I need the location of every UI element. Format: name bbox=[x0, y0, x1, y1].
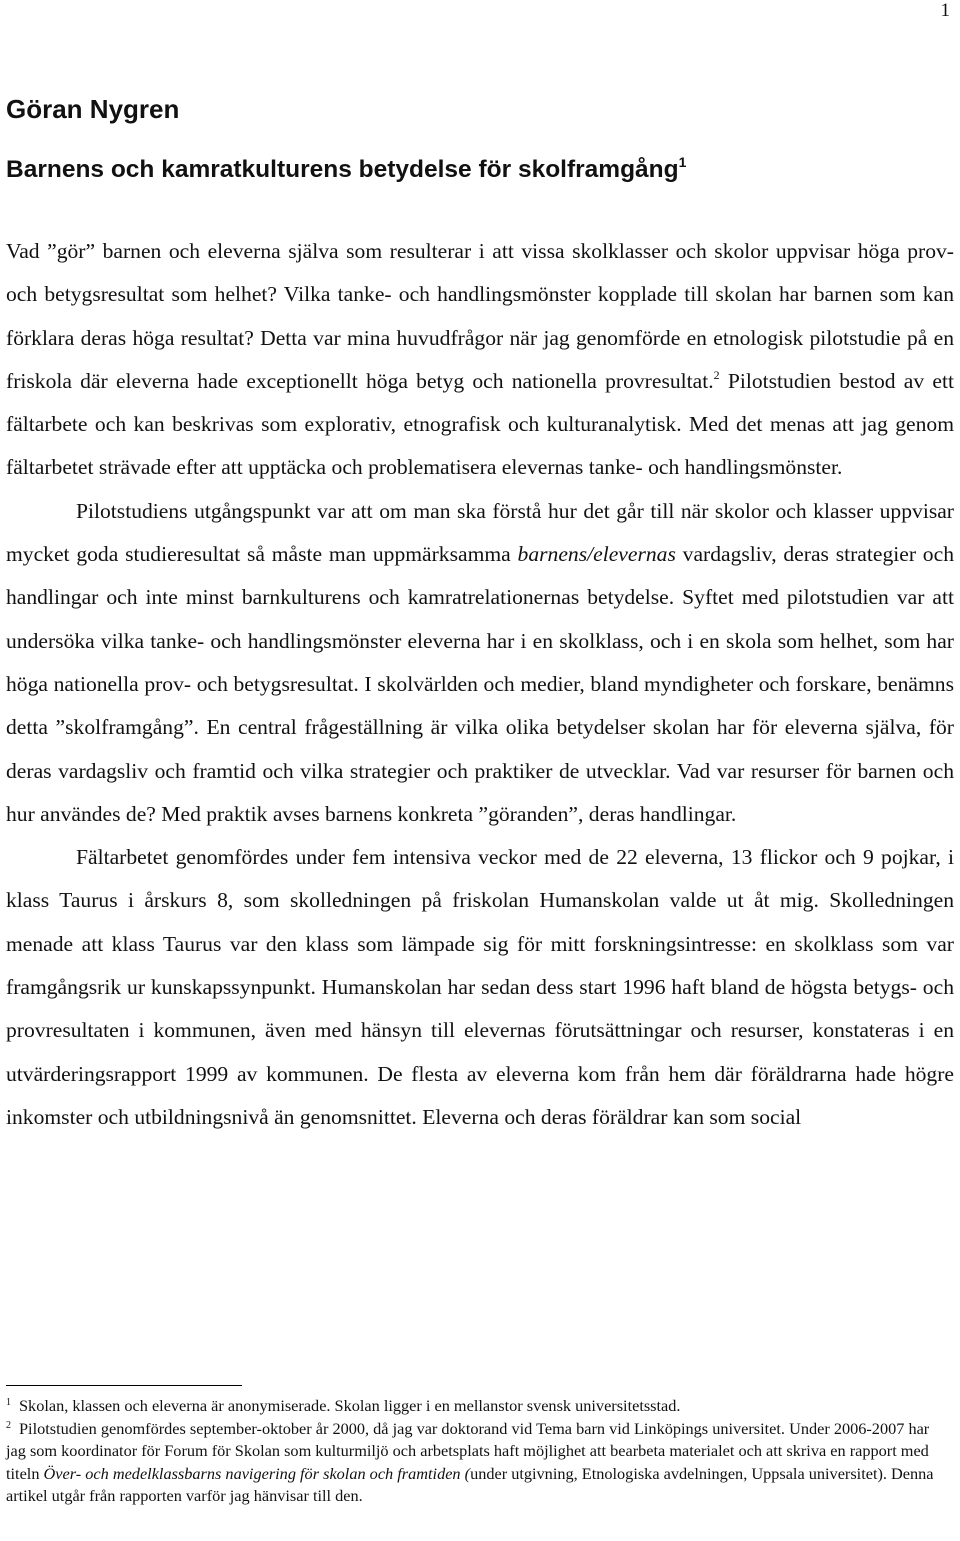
footnote-1-number: 1 bbox=[6, 1397, 11, 1408]
paragraph-2-part-b: vardagsliv, deras strategier och handlingar och inte minst barnkulturens och kamratrelationernas betydelse. Syftet med pilotstudien var att undersöka vilka tanke- och handlingsmönster eleverna har i en skolklass, och i en skola som helhet, som har höga nationella prov- och betygsresultat. I skolvärlden och medier, bland myndigheter och forskare, benämns detta ”skolframgång”. En central frågeställning är vilka olika betydelser skolan har för eleverna själva, för deras vardagsliv och framtid och vilka strategier och praktiker de utvecklar. Vad var resurser för barnen och hur användes de? Med praktik avses barnens konkreta ”göranden”, deras handlingar. bbox=[6, 542, 954, 826]
footnote-ref-1[interactable]: 1 bbox=[678, 154, 687, 170]
paragraph-2-part-a: Pilotstudiens utgångspunkt var att om man ska förstå hur det går till när skolor och klasser uppvisar mycket goda studieresultat så måste man uppmärksamma bbox=[6, 498, 954, 567]
footnote-ref-2[interactable]: 2 bbox=[713, 367, 720, 382]
paragraph-1-part-a: Vad ”gör” barnen och eleverna själva som resulterar i att vissa skolklasser och skolor uppvisar höga prov- och betygsresultat som helhet? Vilka tanke- och handlingsmönster kopplade till skolan har barnen som kan förklara deras höga resultat? Detta var mina huvudfrågor när jag genomförde en etnologisk pilotstudie på en friskola där eleverna hade exceptionellt höga betyg och nationella provresultat. bbox=[6, 239, 954, 393]
paragraph-2-emphasis: barnens/elevernas bbox=[517, 542, 676, 567]
paragraph-3: Fältarbetet genomfördes under fem intensiva veckor med de 22 eleverna, 13 flickor och 9 pojkar, i klass Taurus i årskurs 8, som skolledningen på friskolan Humanskolan valde ut åt mig. Skolledningen menade att klass Taurus var den klass som lämpade sig för mitt forskningsintresse: en skolklass som var framgångsrik ur kunskapssynpunkt. Humanskolan har sedan dess start 1996 haft bland de högsta betygs- och provresultaten i kommunen, även med hänsyn till elevernas förutsättningar och resurser, konstateras i en utvärderingsrapport 1999 av kommunen. De flesta av eleverna kom från hem där föräldrarna hade högre inkomster och utbildningsnivå än genomsnittet. Eleverna och deras föräldrar kan som social bbox=[6, 845, 954, 1129]
footnote-2-number: 2 bbox=[6, 1419, 11, 1431]
footnote-2 bbox=[6, 1418, 941, 1508]
paragraph-1 bbox=[6, 230, 954, 490]
footnotes bbox=[6, 1395, 941, 1508]
article-body bbox=[6, 230, 954, 1139]
footnote-2-text-b: under utgivning, Etnologiska avdelningen, Uppsala universitet). Denna artikel utgår från rapporten varför jag hänvisar till den. bbox=[6, 1463, 934, 1505]
page-number: 1 bbox=[940, 0, 950, 21]
paragraph-2 bbox=[6, 490, 954, 836]
author-name: Göran Nygren bbox=[6, 94, 180, 124]
footnote-1 bbox=[6, 1395, 941, 1418]
paragraph-1-part-b: Pilotstudien bestod av ett fältarbete och kan beskrivas som explorativ, etnografisk och kulturanalytisk. Med det menas att jag genom fältarbetet strävade efter att upptäcka och problematisera elevernas tanke- och handlingsmönster. bbox=[6, 368, 954, 480]
footnote-separator bbox=[6, 1385, 242, 1386]
footnote-1-text: Skolan, klassen och eleverna är anonymiserade. Skolan ligger i en mellanstor svensk universitetsstad. bbox=[19, 1396, 681, 1415]
article-title bbox=[6, 154, 686, 184]
footnote-2-text-a: Pilotstudien genomfördes september-oktober år 2000, då jag var doktorand vid Tema barn vid Linköpings universitet. Under 2006-2007 har jag som koordinator för Forum för Skolan som kulturmiljö och arbetsplats haft möjlighet att bearbeta materialet och att skriva en rapport med titeln bbox=[6, 1418, 930, 1483]
footnote-2-report-title: Över- och medelklassbarns navigering för skolan och framtiden ( bbox=[43, 1463, 471, 1483]
title-text: Barnens och kamratkulturens betydelse för skolframgång bbox=[6, 156, 679, 183]
